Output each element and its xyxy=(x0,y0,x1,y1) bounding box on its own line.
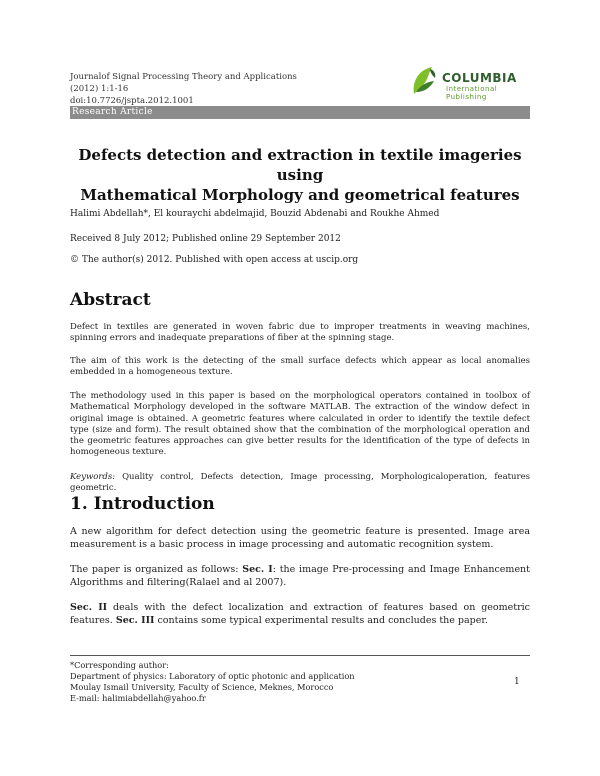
paper-title-line-2: Mathematical Morphology and geometrical features xyxy=(80,186,520,204)
intro-paragraph-3 xyxy=(70,602,530,627)
paper-title xyxy=(70,145,530,205)
abstract-paragraph-1: Defect in textiles are generated in woven fabric due to improper treatments in weaving machines, spinning errors and inadequate preparations of fiber at the spinning stage. xyxy=(70,322,530,344)
paper-title-line-1: Defects detection and extraction in textile imageries using xyxy=(78,146,522,184)
publisher-logo xyxy=(408,63,532,99)
section-ref-1: Sec. I xyxy=(242,564,273,575)
intro-paragraph-1: A new algorithm for defect detection using the geometric feature is presented. Image area measurement is a basic process in image processing and automatic recognition system. xyxy=(70,526,530,550)
section-ref-3: Sec. III xyxy=(115,614,155,626)
abstract-heading: Abstract xyxy=(70,290,151,310)
authors: Halimi Abdellah*, El kouraychi abdelmajid, Bouzid Abdenabi and Roukhe Ahmed xyxy=(70,209,440,219)
logo-name: COLUMBIA xyxy=(442,71,517,85)
intro-p2-text-end: : the image Pre-processing and Image Enhancement Algorithms and filtering(Ralael and al 2007). xyxy=(70,564,530,588)
article-type-label: Research Article xyxy=(72,107,153,117)
journal-name: Journalof Signal Processing Theory and Applications xyxy=(70,72,297,82)
introduction-heading: 1. Introduction xyxy=(70,494,215,514)
footnote-department: Department of physics: Laboratory of optic photonic and application xyxy=(70,671,355,681)
received-date: Received 8 July 2012; Published online 29 September 2012 xyxy=(70,234,341,244)
footnote-university: Moulay Ismail University, Faculty of Science, Meknes, Morocco xyxy=(70,682,334,692)
doi: doi:10.7726/jspta.2012.1001 xyxy=(70,96,194,106)
intro-p3-text: deals with the defect localization and extraction of features based on geometric features. xyxy=(70,602,530,626)
intro-p3-text-end: contains some typical experimental results and concludes the paper. xyxy=(154,614,488,626)
footnote-email: E-mail: halimiabdellah@yahoo.fr xyxy=(70,693,206,703)
abstract-paragraph-3: The methodology used in this paper is based on the morphological operators contained in toolbox of Mathematical Morphology developed in the software MATLAB. The extraction of the window defect in original image is obtained. A geometric features where calculated in order to identify the textile defect type (size and form). The result obtained show that the combination of the morphological operation and the geometric features approaches can give better results for the identification of the type of defects in homogeneous texture. xyxy=(70,391,530,458)
logo-tagline: International Publishing xyxy=(446,85,498,101)
leaf-icon xyxy=(408,64,442,98)
intro-p2-text: The paper is organized as follows: xyxy=(70,564,243,575)
abstract-paragraph-2: The aim of this work is the detecting of the small surface defects which appear as local anomalies embedded in a homogeneous texture. xyxy=(70,356,530,378)
keywords-list: Quality control, Defects detection, Image processing, Morphologicaloperation, features geometric. xyxy=(70,472,530,494)
keywords xyxy=(70,472,530,495)
keywords-label: Keywords: xyxy=(70,472,116,482)
journal-year-pages: (2012) 1:1-16 xyxy=(70,84,129,94)
footnote-divider xyxy=(70,655,530,656)
intro-paragraph-2 xyxy=(70,564,530,589)
footnote-corresponding: *Corresponding author: xyxy=(70,660,169,670)
copyright: © The author(s) 2012. Published with open access at uscip.org xyxy=(70,255,359,265)
section-ref-2: Sec. II xyxy=(70,602,108,613)
page-number: 1 xyxy=(514,677,520,687)
article-type-band xyxy=(70,106,530,119)
